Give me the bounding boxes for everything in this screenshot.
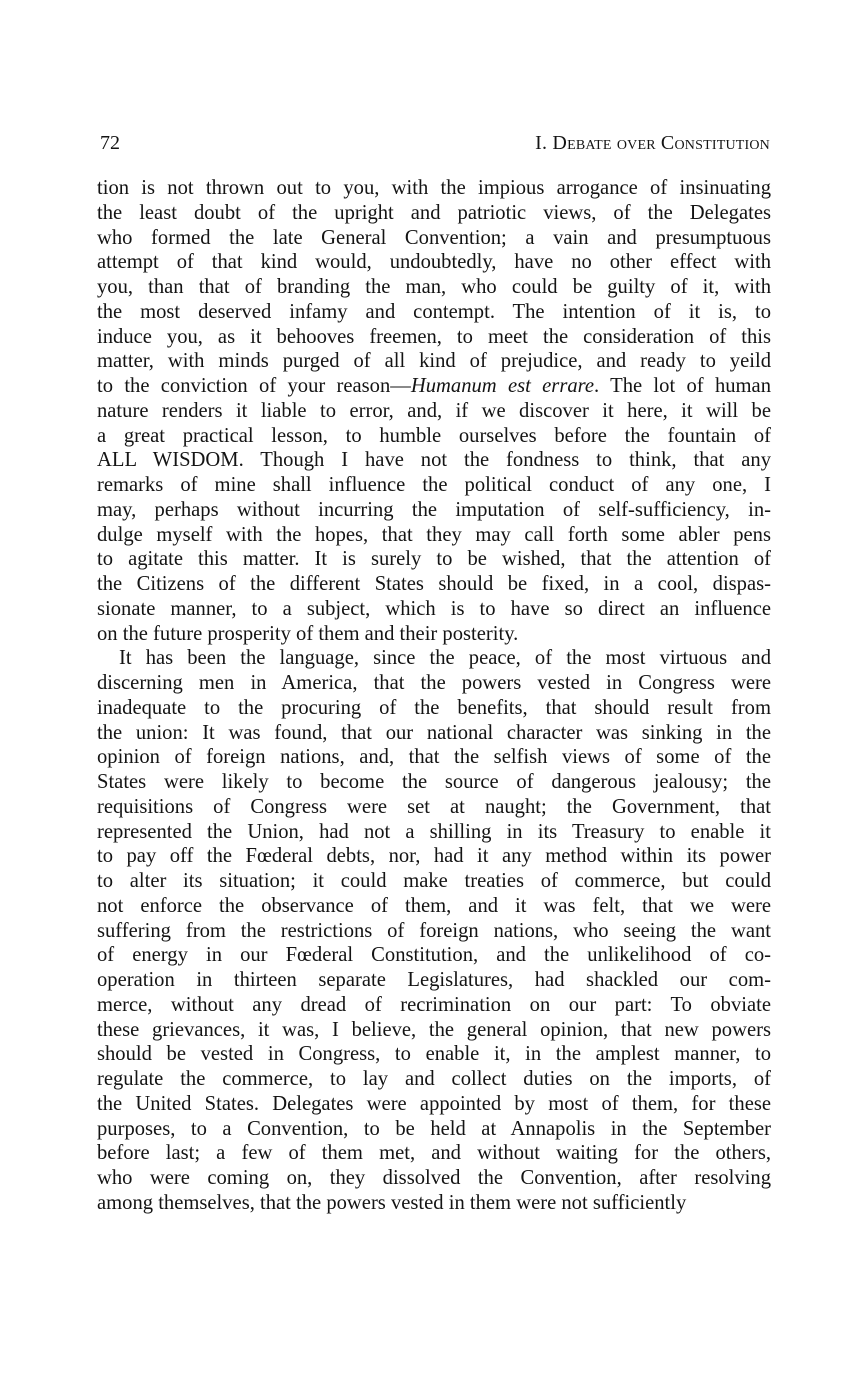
- body-text: [97, 176, 771, 1216]
- text-line: the union: It was found, that our national character was sinking in the: [97, 721, 771, 744]
- text-line: of energy in our Fœderal Constitution, and the unlikelihood of co-: [97, 944, 771, 967]
- text-line: inadequate to the procuring of the benefits, that should result from: [97, 696, 771, 719]
- text-line: requisitions of Congress were set at naught; the Government, that: [97, 795, 771, 818]
- text-line: these grievances, it was, I believe, the general opinion, that new powers: [97, 1018, 771, 1041]
- text-line: dulge myself with the hopes, that they may call forth some abler pens: [97, 523, 771, 546]
- text-line: merce, without any dread of recrimination on our part: To obviate: [97, 993, 771, 1016]
- text-line: operation in thirteen separate Legislatures, had shackled our com-: [97, 969, 771, 991]
- text-line: to pay off the Fœderal debts, nor, had it any method within its power: [97, 845, 771, 868]
- text-line: discerning men in America, that the powers vested in Congress were: [97, 672, 771, 694]
- text-line: remarks of mine shall influence the political conduct of any one, I: [97, 474, 771, 496]
- text-line: the Citizens of the different States should be fixed, in a cool, dispas-: [97, 573, 771, 595]
- text-line: It has been the language, since the peace, of the most virtuous and: [119, 647, 771, 670]
- text-line: should be vested in Congress, to enable it, in the amplest manner, to: [97, 1043, 771, 1066]
- text-line: before last; a few of them met, and without waiting for the others,: [97, 1142, 771, 1165]
- text-line: to the conviction of your reason—Humanum est errare. The lot of human: [97, 375, 771, 397]
- text-line: the United States. Delegates were appointed by most of them, for these: [97, 1092, 771, 1115]
- text-line: may, perhaps without incurring the imputation of self-sufficiency, in-: [97, 498, 771, 521]
- running-head: [100, 128, 770, 158]
- text-line: purposes, to a Convention, to be held at Annapolis in the September: [97, 1117, 771, 1140]
- text-line: to alter its situation; it could make treaties of commerce, but could: [97, 870, 771, 892]
- text-line: you, than that of branding the man, who could be guilty of it, with: [97, 276, 771, 298]
- latin-phrase: Humanum est errare: [410, 375, 595, 397]
- text-line: suffering from the restrictions of foreign nations, who seeing the want: [97, 919, 771, 942]
- text-line: not enforce the observance of them, and it was felt, that we were: [97, 894, 771, 917]
- text-line: ALL WISDOM. Though I have not the fondness to think, that any: [97, 449, 771, 472]
- text-line: tion is not thrown out to you, with the impious arrogance of insinuating: [97, 177, 771, 199]
- text-line: among themselves, that the powers vested in them were not sufficiently: [97, 1191, 687, 1214]
- text-line: a great practical lesson, to humble ourselves before the fountain of: [97, 424, 771, 447]
- text-line: opinion of foreign nations, and, that the selfish views of some of the: [97, 746, 771, 769]
- text-line: States were likely to become the source of dangerous jealousy; the: [97, 771, 771, 793]
- text-line: who formed the late General Convention; a vain and presumptuous: [97, 226, 771, 249]
- text-line: the most deserved infamy and contempt. The intention of it is, to: [97, 300, 771, 323]
- text-line: regulate the commerce, to lay and collect duties on the imports, of: [97, 1068, 771, 1090]
- text-line: sionate manner, to a subject, which is to have so direct an influence: [97, 597, 771, 620]
- page-number: 72: [100, 132, 120, 154]
- text-line: nature renders it liable to error, and, if we discover it here, it will be: [97, 399, 771, 422]
- text-line: who were coming on, they dissolved the Convention, after resolving: [97, 1167, 771, 1189]
- text-line: induce you, as it behooves freemen, to meet the consideration of this: [97, 325, 771, 348]
- text-line: represented the Union, had not a shilling in its Treasury to enable it: [97, 820, 771, 843]
- text-line: on the future prosperity of them and their posterity.: [97, 622, 519, 645]
- text-line: to agitate this matter. It is surely to be wished, that the attention of: [97, 548, 771, 571]
- text-line: matter, with minds purged of all kind of prejudice, and ready to yeild: [97, 350, 771, 373]
- running-title: I. Debate over Constitution: [535, 132, 770, 154]
- text-line: attempt of that kind would, undoubtedly, have no other effect with: [97, 251, 771, 274]
- text-line: the least doubt of the upright and patriotic views, of the Delegates: [97, 201, 771, 224]
